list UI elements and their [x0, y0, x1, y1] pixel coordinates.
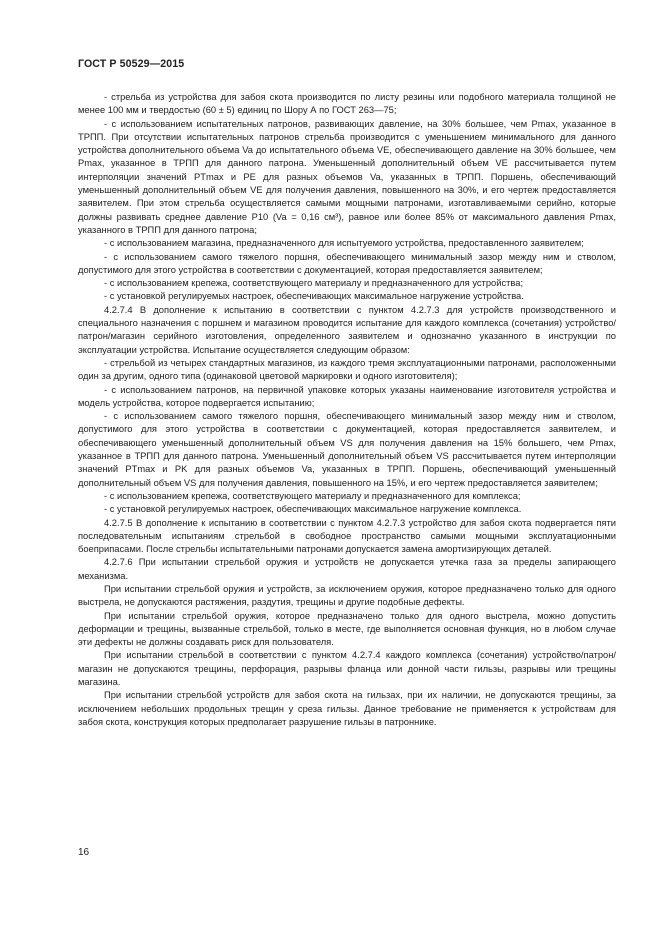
paragraph: 4.2.7.6 При испытании стрельбой оружия и устройств не допускается утечка газа за пределы запирающего механизма.	[78, 557, 616, 581]
paragraph: - стрельба из устройства для забоя скота производится по листу резины или подобного материала толщиной не менее 100 мм и твердостью (60 ± 5) единиц по Шору А по ГОСТ 263—75;	[78, 92, 616, 116]
paragraph: При испытании стрельбой в соответствии с пунктом 4.2.7.4 каждого комплекса (сочетания) устройство/патрон/магазин не допускаются трещины, перфорация, разрывы фланца или донной части гильзы, разрывы или трещины магазина.	[78, 650, 616, 688]
page-number: 16	[78, 847, 90, 858]
paragraph: - с использованием крепежа, соответствующего материалу и предназначенного для комплекса;	[104, 490, 521, 501]
paragraph: При испытании стрельбой оружия, которое предназначено только для одного выстрела, можно допустить деформации и трещины, вызванные стрельбой, только в месте, где выполняется основная функция, но в любом случае эти дефекты не должны создавать риск для пользователя.	[78, 610, 616, 648]
standard-header: ГОСТ Р 50529—2015	[78, 58, 185, 70]
paragraph: - с использованием патронов, на первичной упаковке которых указаны наименование изготовителя устройства и модель устройства, которое подвергается испытанию;	[78, 384, 616, 408]
paragraph: - с использованием испытательных патронов, развивающих давление, на 30% большее, чем Pmax, указанное в ТРПП. При отсутствии испытательных патронов стрельба производится с уменьшением минимального для данного устройства дополнительного объема Va до испытательного объема VE, обеспечивающего давление на 30% большее, чем Pmax, указанное в ТРПП для данного патрона. Уменьшенный дополнительный объем VE рассчитывается путем интерполяции значений PTmax и PE для разных объемов Va, указанных в ТРПП. Поршень, обеспечивающий уменьшенный дополнительный объем VE для получения давления, повышенного на 30%, и его чертеж предоставляется заявителем. При этом стрельба осуществляется самыми мощными патронами, изготавливаемыми серийно, которые должны развивать среднее давление P10 (Va = 0,16 см³), равное или более 85% от максимального давления Pmax, указанного в ТРПП для данного патрона;	[78, 118, 616, 235]
paragraph: При испытании стрельбой оружия и устройств, за исключением оружия, которое предназначено только для одного выстрела, не допускаются растяжения, раздутия, трещины и другие подобные дефекты.	[78, 583, 616, 608]
paragraph: При испытании стрельбой устройств для забоя скота на гильзах, при их наличии, не допускаются трещины, за исключением небольших продольных трещин у среза гильзы. Данное требование не применяется к устройствам для забоя скота, конструкция которых предполагает разрушение гильзы в патроннике.	[78, 690, 616, 727]
document-body	[78, 91, 616, 729]
paragraph: - с установкой регулируемых настроек, обеспечивающих максимальное нагружение устройства.	[104, 291, 524, 302]
paragraph: - с использованием крепежа, соответствующего материалу и предназначенного для устройства;	[104, 278, 524, 289]
paragraph: - стрельбой из четырех стандартных магазинов, из каждого тремя эксплуатационными патронами, расположенными один за другим, одного типа (одинаковой цветовой маркировки и одного изготовителя);	[78, 357, 616, 382]
paragraph: - с установкой регулируемых настроек, обеспечивающих максимальное нагружение комплекса.	[104, 504, 522, 515]
paragraph: 4.2.7.5 В дополнение к испытанию в соответствии с пунктом 4.2.7.3 устройство для забоя скота подвергается пяти последовательным испытаниям стрельбой в свободное пространство самыми мощными эксплуатационными боеприпасами. После стрельбы испытательными патронами допускается замена амортизирующих деталей.	[78, 517, 616, 555]
paragraph: - с использованием магазина, предназначенного для испытуемого устройства, предоставленного заявителем;	[104, 238, 584, 249]
paragraph: 4.2.7.4 В дополнение к испытанию в соответствии с пунктом 4.2.7.3 для устройств производственного и специального назначения с поршнем и магазином проводится испытание для каждого комплекса (сочетания) устройство/патрон/магазин серийного изготовления, определенного заявителем и однозначно указанного в инструкции по эксплуатации устройства. Испытание осуществляется следующим образом:	[78, 304, 616, 355]
paragraph: - с использованием самого тяжелого поршня, обеспечивающего минимальный зазор между ним и стволом, допустимого для этого устройства в соответствии с документацией, которая предоставляется заявителем, и обеспечивающего уменьшенный дополнительный объем VS для получения давления на 15% большего, чем Pmax, указанное в ТРПП для данного патрона. Уменьшенный дополнительный объем VS рассчитывается путем интерполяции значений PTmax и PK для разных объемов Va, указанных в ТРПП. Поршень, обеспечивающий уменьшенный дополнительный объем VS для получения давления, повышенного на 15%, и его чертеж предоставляется заявителем;	[78, 411, 616, 488]
paragraph: - с использованием самого тяжелого поршня, обеспечивающего минимальный зазор между ним и стволом, допустимого для этого устройства в соответствии с документацией, которая предоставляется заявителем;	[78, 251, 616, 275]
